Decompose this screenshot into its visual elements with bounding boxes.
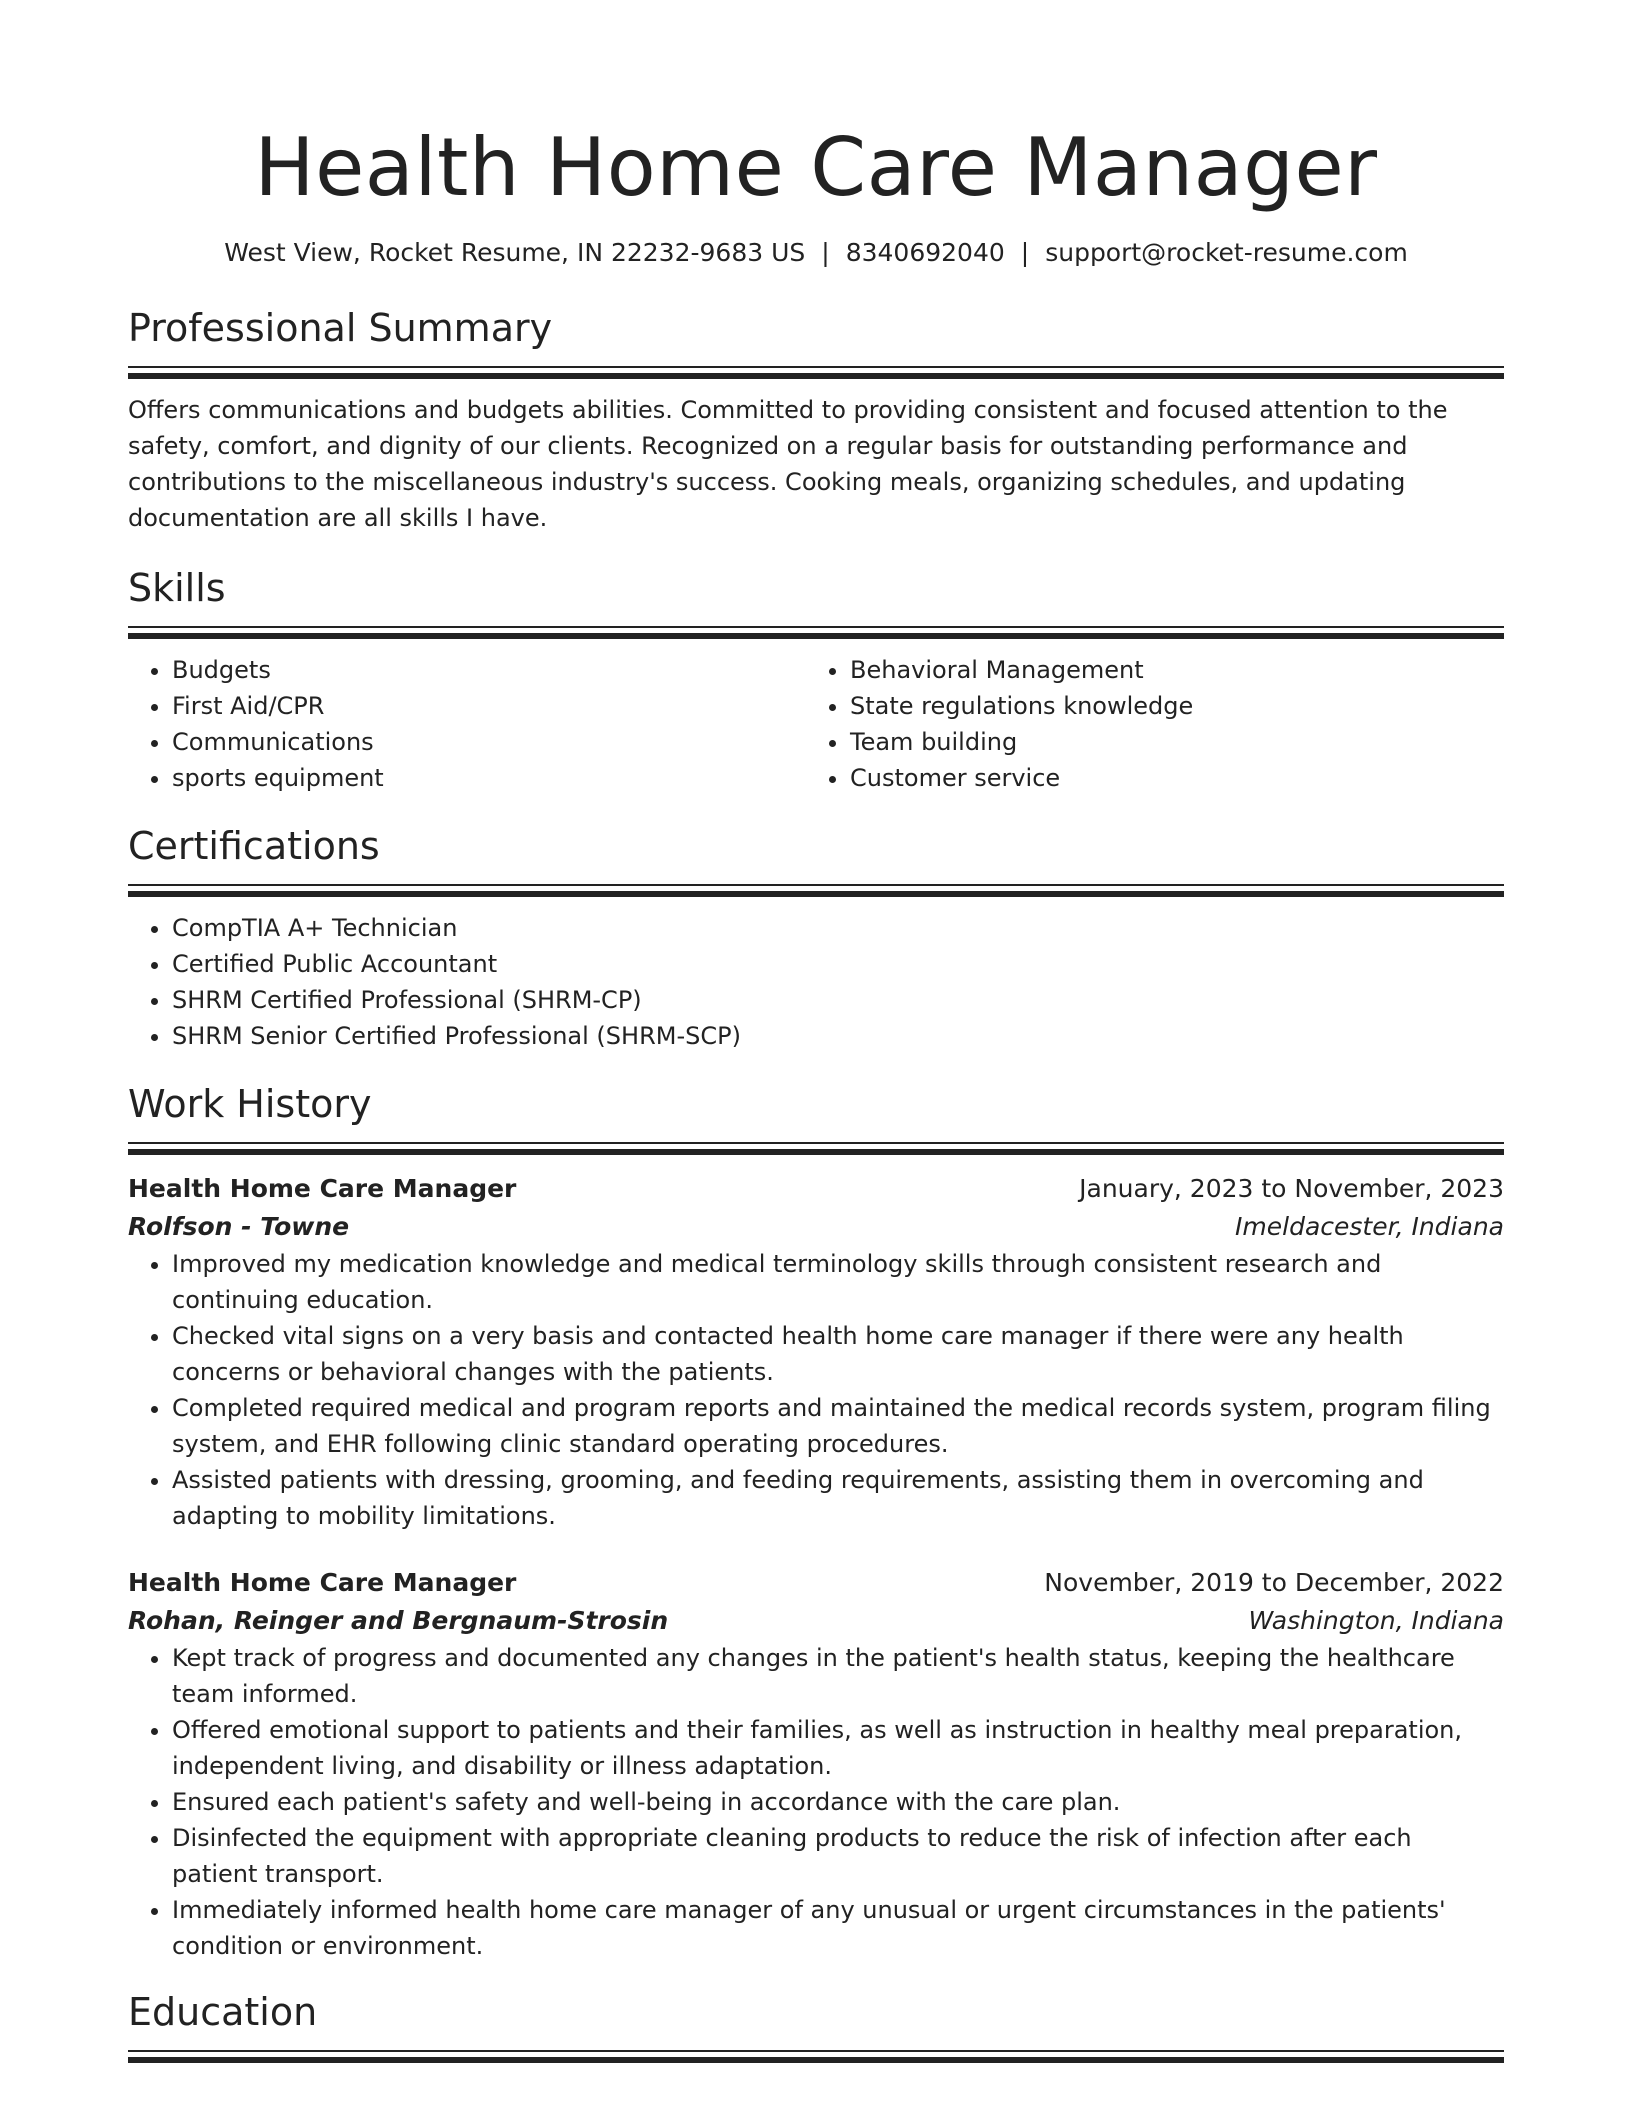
section-title-work-history: Work History — [128, 1082, 372, 1126]
job-header-row — [128, 1564, 1504, 1602]
contact-line — [128, 236, 1504, 270]
section-divider — [128, 2050, 1504, 2052]
skills-section — [128, 564, 1504, 796]
certification-item: • CompTIA A+ Technician — [172, 910, 1504, 946]
job-duty-item: • Ensured each patient's safety and well-being in accordance with the care plan. — [172, 1784, 1504, 1820]
skill-item: • First Aid/CPR — [172, 688, 806, 724]
job-header-row — [128, 1170, 1504, 1208]
contact-email: support@rocket-resume.com — [1045, 238, 1408, 267]
job-duty-item: • Disinfected the equipment with appropriate cleaning products to reduce the risk of infection after each patient transport. — [172, 1820, 1504, 1892]
section-divider — [128, 366, 1504, 378]
skill-item: • State regulations knowledge — [850, 688, 1484, 724]
job-location: Washington, Indiana — [1248, 1606, 1504, 1635]
certification-item: • SHRM Senior Certified Professional (SHRM-SCP) — [172, 1018, 1504, 1054]
job-duty-item: • Completed required medical and program reports and maintained the medical records system, program filing system, and EHR following clinic standard operating procedures. — [172, 1390, 1504, 1462]
certifications-section — [128, 822, 1504, 1054]
section-divider — [128, 1142, 1504, 1154]
skill-item: • Customer service — [850, 760, 1484, 796]
education-section — [128, 1988, 1504, 2052]
job-subheader-row — [128, 1208, 1504, 1246]
contact-separator: | — [821, 238, 830, 267]
section-title-education: Education — [128, 1990, 318, 2034]
job-title: Health Home Care Manager — [128, 1568, 517, 1597]
summary-text: Offers communications and budgets abilities. Committed to providing consistent and focused attention to the safety, comfort, and dignity of our clients. Recognized on a regular basis for outstanding performance and contributions to the miscellaneous industry's success. Cooking meals, organizing schedules, and updating documentation are all skills I have. — [128, 396, 1448, 532]
skill-item: • sports equipment — [172, 760, 806, 796]
job-title: Health Home Care Manager — [128, 1174, 517, 1203]
job-dates: November, 2019 to December, 2022 — [1044, 1568, 1504, 1597]
skills-column-left — [128, 652, 806, 796]
skill-item: • Behavioral Management — [850, 652, 1484, 688]
job-dates: January, 2023 to November, 2023 — [1079, 1174, 1504, 1203]
job-duty-item: • Checked vital signs on a very basis and contacted health home care manager if there were any health concerns or behavioral changes with the patients. — [172, 1318, 1504, 1390]
job-duties-list — [128, 1640, 1504, 1964]
certification-item: • SHRM Certified Professional (SHRM-CP) — [172, 982, 1504, 1018]
section-title-summary: Professional Summary — [128, 306, 553, 350]
job-duty-item: • Improved my medication knowledge and medical terminology skills through consistent research and continuing education. — [172, 1246, 1504, 1318]
section-title-skills: Skills — [128, 566, 226, 610]
job-duty-item: • Kept track of progress and documented any changes in the patient's health status, keeping the healthcare team informed. — [172, 1640, 1504, 1712]
resume-page — [128, 0, 1504, 2052]
work-history-section — [128, 1080, 1504, 1964]
skills-column-right — [806, 652, 1484, 796]
job-entry — [128, 1564, 1504, 1964]
certification-item: • Certified Public Accountant — [172, 946, 1504, 982]
skill-item: • Team building — [850, 724, 1484, 760]
skill-item: • Budgets — [172, 652, 806, 688]
contact-separator: | — [1020, 238, 1030, 267]
skills-grid — [128, 652, 1504, 796]
job-company: Rolfson - Towne — [128, 1212, 350, 1241]
job-subheader-row — [128, 1602, 1504, 1640]
resume-name: Health Home Care Manager — [254, 121, 1378, 214]
job-duty-item: • Assisted patients with dressing, grooming, and feeding requirements, assisting them in overcoming and adapting to mobility limitations. — [172, 1462, 1504, 1534]
job-company: Rohan, Reinger and Bergnaum-Strosin — [128, 1606, 669, 1635]
section-title-certifications: Certifications — [128, 824, 380, 868]
section-divider — [128, 626, 1504, 638]
contact-phone: 8340692040 — [845, 238, 1005, 267]
job-location: Imeldacester, Indiana — [1235, 1212, 1504, 1241]
skill-item: • Communications — [172, 724, 806, 760]
job-entry — [128, 1170, 1504, 1534]
certifications-list — [128, 910, 1504, 1054]
summary-section — [128, 304, 1504, 536]
job-duty-item: • Immediately informed health home care manager of any unusual or urgent circumstances in the patients' condition or environment. — [172, 1892, 1504, 1964]
contact-address: West View, Rocket Resume, IN 22232-9683 US — [224, 238, 806, 267]
job-duties-list — [128, 1246, 1504, 1534]
section-divider — [128, 884, 1504, 896]
job-duty-item: • Offered emotional support to patients and their families, as well as instruction in healthy meal preparation, independent living, and disability or illness adaptation. — [172, 1712, 1504, 1784]
